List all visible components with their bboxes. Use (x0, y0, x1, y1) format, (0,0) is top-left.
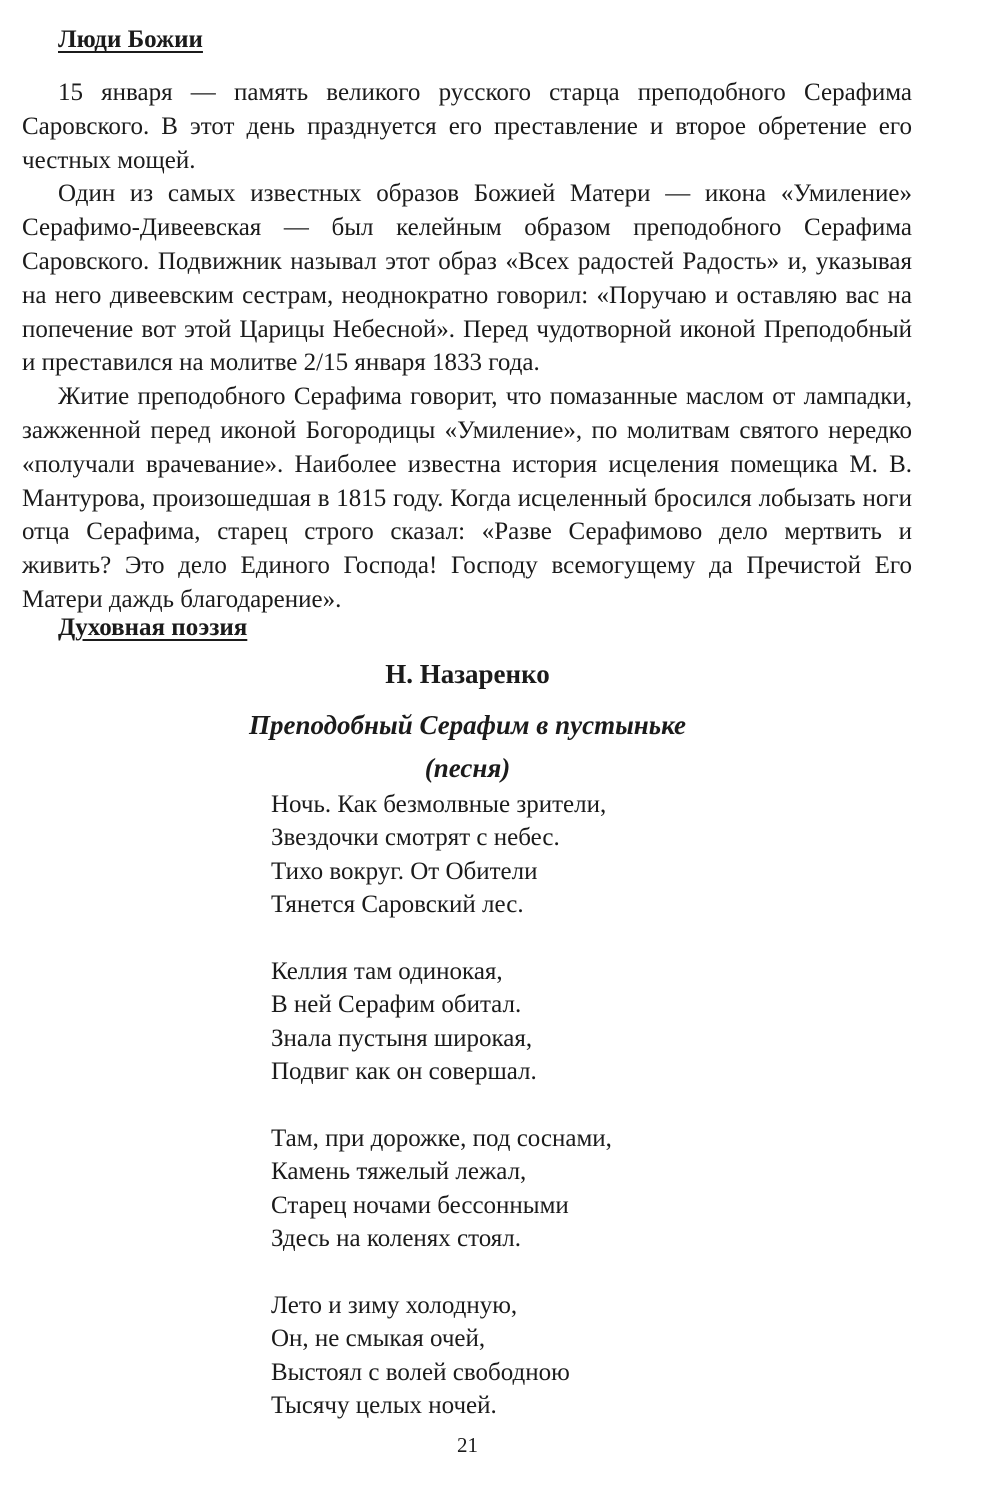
poem-subtitle: (песня) (424, 753, 511, 783)
poem-line: Тянется Саровский лес. (271, 891, 524, 919)
page-number: 21 (457, 1433, 478, 1457)
poem-body (271, 788, 612, 1423)
poem-line: Тихо вокруг. От Обители (271, 857, 538, 885)
poem-line: Тысячу целых ночей. (271, 1392, 497, 1420)
poem-stanza (271, 955, 612, 1089)
poem-line: Знала пустыня широкая, (271, 1024, 533, 1052)
section-heading-spiritual-poetry: Духовная поэзия (58, 614, 248, 641)
body-text (22, 76, 912, 617)
poem-title-line: Преподобный Серафим в пустыньке (249, 710, 686, 740)
poem-line: Выстоял с волей свободною (271, 1358, 570, 1386)
poem-line: Ночь. Как безмолвные зрители, (271, 791, 607, 818)
paragraph: Житие преподобного Серафима говорит, что помазанные маслом от лампадки, зажженной перед иконой Богородицы «Умиление», по молитвам святого нередко «получали врачевание». Наиболее известна история исцеления помещика М. В. Мантурова, произошедшая в 1815 году. Когда исцеленный бросился лобызать ноги отца Серафима, старец строго сказал: «Разве Серафимово дело мертвить и живить? Это дело Единого Господа! Господу всемогущему да Пречистой Его Матери даждь благодарение». (22, 383, 912, 613)
poem-author: Н. Назаренко (385, 659, 550, 689)
paragraph: Один из самых известных образов Божией Матери — икона «Умиление» Серафимо-Дивеевская — был келейным образом преподобного Серафима Саровского. Подвижник называл этот образ «Всех радостей Радость» и, указывая на него дивеевским сестрам, неоднократно говорил: «Поручаю и оставляю вас на попечение вот этой Царицы Небесной». Перед чудотворной иконой Преподобный и преставился на молитве 2/15 января 1833 года. (22, 180, 912, 377)
section-heading-people-of-god: Люди Божии (58, 26, 203, 53)
paragraph: 15 января — память великого русского старца преподобного Серафима Саровского. В этот день празднуется его преставление и второе обретение его честных мощей. (22, 79, 912, 174)
poem-line: В ней Серафим обитал. (271, 991, 522, 1019)
poem-line: Звездочки смотрят с небес. (271, 824, 560, 852)
poem-line: Там, при дорожке, под соснами, (271, 1125, 612, 1153)
poem-stanza (271, 1289, 612, 1423)
poem-line: Он, не смыкая очей, (271, 1325, 486, 1353)
poem-title (0, 704, 935, 790)
poem-line: Камень тяжелый лежал, (271, 1158, 527, 1186)
poem-line: Лето и зиму холодную, (271, 1292, 518, 1320)
poem-line: Здесь на коленях стоял. (271, 1225, 521, 1253)
poem-stanza (271, 788, 612, 922)
poem-line: Старец ночами бессонными (271, 1191, 569, 1219)
poem-line: Келлия там одинокая, (271, 958, 503, 986)
poem-line: Подвиг как он совершал. (271, 1058, 537, 1086)
poem-stanza (271, 1122, 612, 1256)
